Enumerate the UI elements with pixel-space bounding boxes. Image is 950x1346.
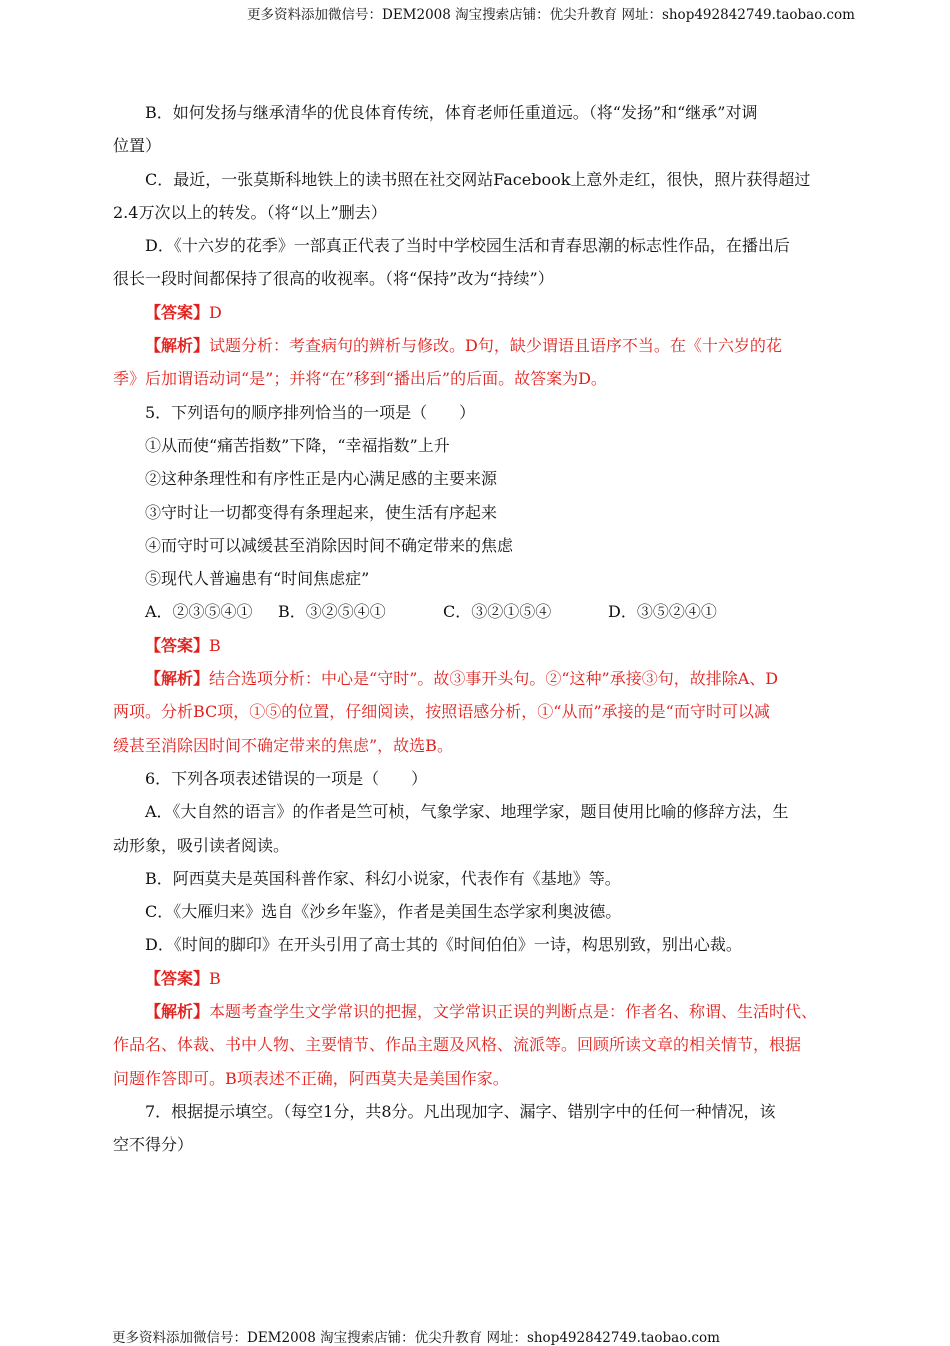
q6-option-a-line2: 动形象，吸引读者阅读。: [113, 835, 290, 855]
q6-option-b: B．阿西莫夫是英国科普作家、科幻小说家，代表作有《基地》等。: [145, 868, 621, 888]
analysis-text: 试题分析：考查病句的辨析与修改。D句，缺少谓语且语序不当。在《十六岁的花: [209, 336, 782, 356]
q5-option-b: B．③②⑤④①: [278, 602, 386, 622]
q6-answer: [113, 962, 848, 995]
q5-option-d: D．③⑤②④①: [608, 602, 717, 622]
analysis-text: 本题考查学生文学常识的把握，文学常识正误的判断点是：作者名、称谓、生活时代、: [209, 1002, 818, 1022]
q5-options: [113, 595, 848, 628]
q5-sentence-5: ⑤现代人普遍患有“时间焦虑症”: [145, 569, 370, 589]
q5-sentence-3: ③守时让一切都变得有条理起来，使生活有序起来: [145, 502, 498, 522]
analysis-tag: 【解析】: [145, 669, 210, 689]
q5-sentence-1: ①从而使“痛苦指数”下降，“幸福指数”上升: [145, 435, 450, 455]
q5-sentence-2: ②这种条理性和有序性正是内心满足感的主要来源: [145, 469, 498, 489]
q5-option-c: C．③②①⑤④: [443, 602, 552, 622]
answer-value: D: [209, 302, 222, 322]
q7-stem-line2: 空不得分）: [113, 1135, 194, 1155]
q5-analysis-line1: [113, 662, 848, 695]
q6-stem: 6．下列各项表述错误的一项是（ ）: [145, 768, 428, 788]
q4-analysis-line2: 季》后加谓语动词“是”；并将“在”移到“播出后”的后面。故答案为D。: [113, 369, 607, 389]
q6-analysis-line3: 问题作答即可。B项表述不正确，阿西莫夫是美国作家。: [113, 1068, 509, 1088]
document-body: [113, 96, 848, 1162]
page-footer-watermark: 更多资料添加微信号：DEM2008 淘宝搜索店铺：优尖升教育 网址：shop492842749.taobao.com: [112, 1330, 720, 1346]
q4-option-b-line2: 位置）: [113, 136, 162, 156]
q4-answer: [113, 296, 848, 329]
answer-tag: 【答案】: [145, 302, 210, 322]
q4-option-c-line2: 2.4万次以上的转发。（将“以上”删去）: [113, 202, 387, 222]
q5-stem: 5．下列语句的顺序排列恰当的一项是（ ）: [145, 402, 476, 422]
q4-option-b-line1: B．如何发扬与继承清华的优良体育传统，体育老师任重道远。（将“发扬”和“继承”对调: [145, 103, 758, 122]
q4-option-d-line1: D．《十六岁的花季》一部真正代表了当时中学校园生活和青春思潮的标志性作品，在播出后: [145, 236, 790, 256]
q7-stem-line1: 7．根据提示填空。（每空1分，共8分。凡出现加字、漏字、错别字中的任何一种情况，该: [145, 1101, 776, 1121]
q4-analysis-line1: [113, 329, 848, 362]
q5-option-a: A．②③⑤④①: [145, 602, 253, 622]
q5-answer: [113, 629, 848, 662]
page-header-watermark: 更多资料添加微信号：DEM2008 淘宝搜索店铺：优尖升教育 网址：shop492842749.taobao.com: [247, 7, 855, 23]
analysis-tag: 【解析】: [145, 336, 210, 356]
analysis-text: 结合选项分析：中心是“守时”。故③事开头句。②“这种”承接③句，故排除A、D: [209, 669, 779, 689]
answer-tag: 【答案】: [145, 968, 210, 988]
q4-option-d-line2: 很长一段时间都保持了很高的收视率。（将“保持”改为“持续”）: [113, 269, 554, 289]
q6-option-c: C．《大雁归来》选自《沙乡年鉴》，作者是美国生态学家利奥波德。: [145, 902, 622, 922]
answer-tag: 【答案】: [145, 635, 210, 655]
answer-value: B: [209, 635, 221, 655]
analysis-tag: 【解析】: [145, 1002, 210, 1022]
q6-analysis-line2: 作品名、体裁、书中人物、主要情节、作品主题及风格、流派等。回顾所读文章的相关情节，根据: [113, 1035, 802, 1055]
q5-sentence-4: ④而守时可以减缓甚至消除因时间不确定带来的焦虑: [145, 535, 514, 555]
answer-value: B: [209, 968, 221, 988]
q5-analysis-line3: 缓甚至消除因时间不确定带来的焦虑”，故选B。: [113, 735, 453, 755]
q6-analysis-line1: [113, 995, 848, 1028]
q6-option-a-line1: A．《大自然的语言》的作者是竺可桢，气象学家、地理学家，题目使用比喻的修辞方法，生: [145, 802, 789, 822]
q4-option-c-line1: C．最近，一张莫斯科地铁上的读书照在社交网站Facebook上意外走红，很快，照片获得超过: [145, 169, 811, 189]
q6-option-d: D．《时间的脚印》在开头引用了高士其的《时间伯伯》一诗，构思别致，别出心裁。: [145, 935, 742, 955]
q5-analysis-line2: 两项。分析BC项，①⑤的位置，仔细阅读，按照语感分析，①“从而”承接的是“而守时可以减: [113, 702, 770, 722]
